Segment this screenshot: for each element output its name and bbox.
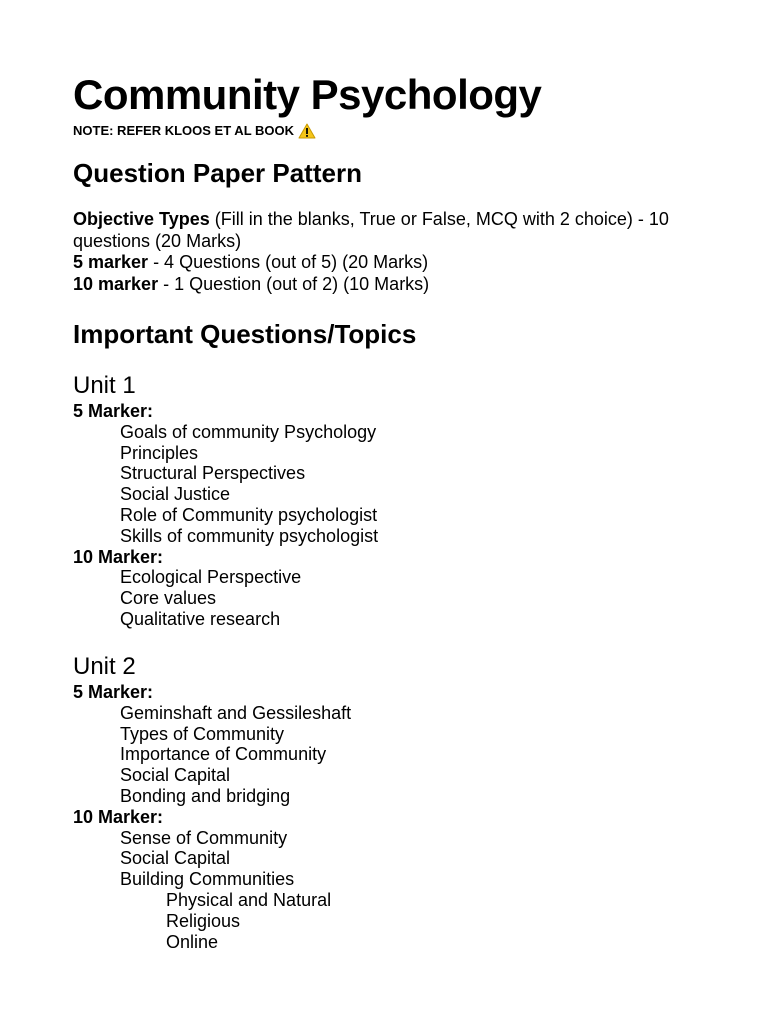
list-item: Geminshaft and Gessileshaft bbox=[120, 702, 352, 723]
topics-heading: Important Questions/Topics bbox=[73, 319, 417, 349]
list-item: Importance of Community bbox=[120, 744, 327, 765]
list-item: Structural Perspectives bbox=[120, 463, 306, 484]
list-item: Principles bbox=[120, 442, 199, 463]
list-item: Building Communities bbox=[120, 869, 295, 890]
warning-icon bbox=[298, 123, 316, 139]
ten-marker-text: - 1 Question (out of 2) (10 Marks) bbox=[158, 274, 430, 295]
five-marker-text: - 4 Questions (out of 5) (20 Marks) bbox=[148, 252, 429, 273]
unit2-heading: Unit 2 bbox=[73, 653, 136, 680]
ten-marker-label: 10 marker bbox=[73, 274, 159, 295]
list-item: Core values bbox=[120, 588, 217, 609]
objective-text: (Fill in the blanks, True or False, MCQ with 2 choice) - 10 questions (20 Marks) bbox=[73, 209, 669, 251]
unit1-heading: Unit 1 bbox=[73, 372, 136, 399]
list-item: Role of Community psychologist bbox=[120, 504, 378, 525]
list-item: Social Capital bbox=[120, 765, 231, 786]
list-item: Sense of Community bbox=[120, 827, 288, 848]
list-item: Bonding and bridging bbox=[120, 785, 291, 806]
page-title: Community Psychology bbox=[73, 71, 542, 118]
unit2-five-label: 5 Marker: bbox=[73, 682, 154, 702]
list-item: Goals of community Psychology bbox=[120, 421, 377, 442]
sub-list-item: Online bbox=[166, 931, 219, 952]
list-item: Qualitative research bbox=[120, 608, 281, 629]
unit1-list bbox=[73, 401, 378, 630]
five-marker-label: 5 marker bbox=[73, 252, 149, 273]
list-item: Social Capital bbox=[120, 848, 231, 869]
unit2-list bbox=[73, 682, 351, 952]
note-text: NOTE: REFER KLOOS ET AL BOOK bbox=[73, 123, 295, 138]
sub-list-item: Religious bbox=[166, 910, 241, 931]
note-line bbox=[73, 122, 316, 140]
list-item: Skills of community psychologist bbox=[120, 525, 379, 546]
list-item: Social Justice bbox=[120, 484, 231, 505]
unit1-five-label: 5 Marker: bbox=[73, 401, 154, 421]
pattern-heading: Question Paper Pattern bbox=[73, 158, 362, 188]
list-item: Types of Community bbox=[120, 723, 285, 744]
unit1-ten-label: 10 Marker: bbox=[73, 546, 164, 567]
sub-list-item: Physical and Natural bbox=[166, 889, 332, 910]
unit2-ten-label: 10 Marker: bbox=[73, 806, 164, 827]
objective-label: Objective Types bbox=[73, 209, 210, 229]
pattern-details bbox=[73, 209, 713, 296]
list-item: Ecological Perspective bbox=[120, 567, 302, 588]
